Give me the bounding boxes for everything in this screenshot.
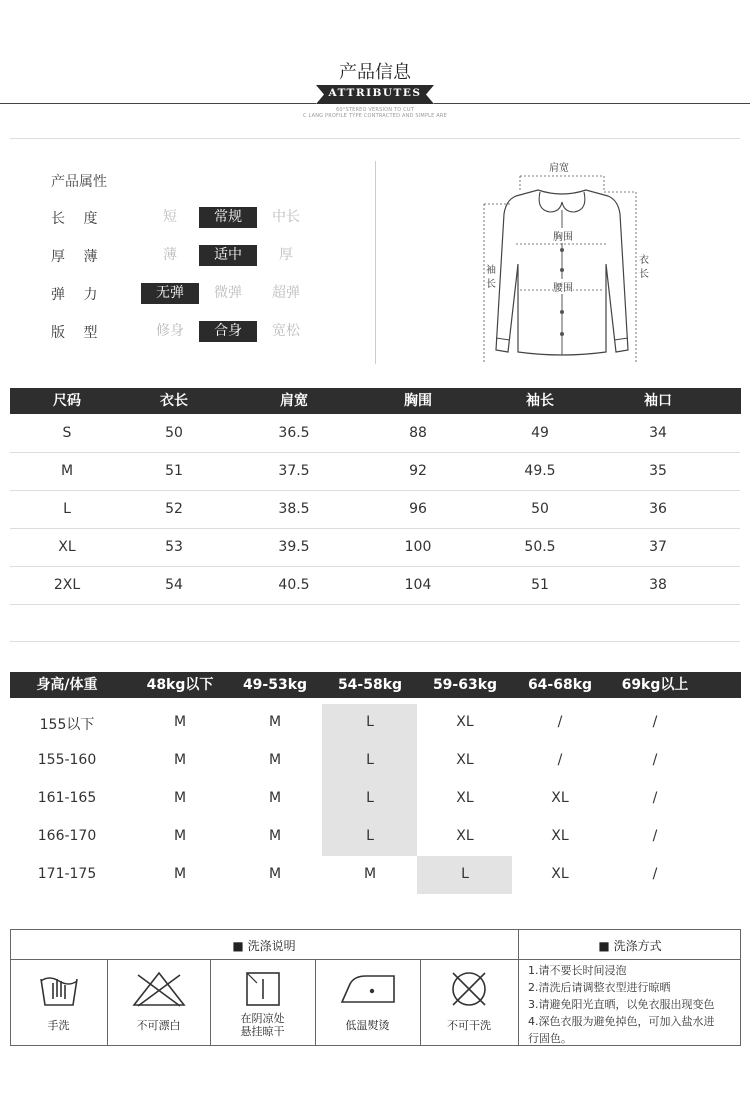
fit-table-cell: M: [173, 714, 187, 730]
section-divider: [10, 138, 740, 139]
fit-table-header-cell: 49-53kg: [242, 677, 308, 693]
fit-table-header-cell: 48kg以下: [146, 677, 214, 693]
size-table-cell: 53: [165, 539, 183, 555]
fit-table-header-cell: 54-58kg: [337, 677, 403, 693]
garment-diagram: [478, 152, 678, 371]
no-dry-clean-icon: [439, 967, 499, 1011]
size-table-header-cell: 肩宽: [280, 393, 308, 409]
fit-table-cell: M: [363, 866, 377, 882]
fit-table-cell: XL: [456, 790, 474, 806]
fit-table-cell: L: [461, 866, 469, 882]
size-table-cell: 38.5: [278, 501, 310, 517]
wash-header-divider: [10, 959, 741, 960]
size-table-cell: 52: [165, 501, 183, 517]
fit-table-cell: XL: [456, 714, 474, 730]
wash-tip-line: 2.清洗后请调整衣型进行晾晒: [528, 981, 671, 994]
wash-item-label: 低温熨烫: [345, 1019, 390, 1032]
size-table-cell: 2XL: [53, 577, 81, 593]
fit-table-cell: 171-175: [37, 866, 97, 882]
size-table-cell: 36: [649, 501, 667, 517]
size-table-cell: L: [63, 501, 71, 517]
size-table-header-cell: 袖口: [644, 393, 672, 409]
attribute-option: 短: [163, 209, 177, 225]
fit-table-header-cell: 64-68kg: [527, 677, 593, 693]
fit-table-cell: M: [173, 752, 187, 768]
fit-table-cell: M: [173, 866, 187, 882]
fit-table-cell: L: [366, 828, 374, 844]
attribute-option-selected: 适中: [199, 245, 257, 266]
wash-tip-line: 行固色。: [528, 1032, 572, 1045]
fit-table-cell: M: [268, 866, 282, 882]
attribute-option: 微弹: [214, 285, 242, 301]
fit-table-cell: /: [557, 714, 563, 730]
size-table-cell: 37.5: [278, 463, 310, 479]
waist-label: 腰围: [553, 279, 573, 294]
size-table-cell: 36.5: [278, 425, 310, 441]
fit-table-cell: L: [366, 752, 374, 768]
wash-item-label: 手洗: [47, 1019, 70, 1032]
attributes-title: 产品属性: [51, 174, 107, 190]
fit-table-cell: 161-165: [37, 790, 97, 806]
size-table-cell: 100: [404, 539, 432, 555]
size-table-cell: 50.5: [524, 539, 556, 555]
size-table-row-divider: [10, 566, 740, 567]
wash-item-divider: [420, 959, 421, 1046]
fit-table-header-cell: 69kg以上: [621, 677, 689, 693]
size-table-cell: 40.5: [278, 577, 310, 593]
fit-table-cell: XL: [456, 752, 474, 768]
fit-table-cell: /: [652, 866, 658, 882]
size-table-cell: 54: [165, 577, 183, 593]
size-table-row-divider: [10, 490, 740, 491]
attribute-label: 弹 力: [51, 287, 98, 303]
attribute-option: 修身: [156, 323, 184, 339]
attribute-label: 版 型: [51, 325, 98, 341]
fit-table-cell: /: [557, 752, 563, 768]
wash-tip-line: 1.请不要长时间浸泡: [528, 964, 627, 977]
fit-table-cell: XL: [551, 828, 569, 844]
size-table-cell: 104: [404, 577, 432, 593]
fit-table-cell: XL: [551, 866, 569, 882]
fit-table-cell: /: [652, 790, 658, 806]
fit-table-cell: L: [366, 714, 374, 730]
fit-table-cell: /: [652, 714, 658, 730]
attribute-option-selected: 常规: [199, 207, 257, 228]
attribute-option: 宽松: [272, 323, 300, 339]
wash-method-title: ■ 洗涤方式: [598, 939, 662, 953]
size-table-header-cell: 胸围: [404, 393, 432, 409]
fit-table-cell: M: [268, 752, 282, 768]
attributes-banner-text: ATTRIBUTES: [328, 87, 422, 99]
sleeve-label-2: 长: [486, 279, 496, 290]
low-iron-icon: [338, 967, 398, 1011]
size-table-cell: M: [60, 463, 74, 479]
hand-wash-icon: [29, 967, 89, 1011]
fit-table-cell: M: [173, 828, 187, 844]
size-table-header-cell: 尺码: [53, 393, 81, 409]
fit-table-cell: /: [652, 828, 658, 844]
fit-table-cell: XL: [456, 828, 474, 844]
vertical-divider: [375, 161, 376, 364]
attribute-option-selected: 合身: [199, 321, 257, 342]
attribute-option-selected: 无弹: [141, 283, 199, 304]
attribute-option: 中长: [272, 209, 300, 225]
wash-tip-line: 4.深色衣服为避免掉色，可加入盐水进: [528, 1015, 715, 1028]
shoulder-label: 肩宽: [549, 163, 569, 174]
size-table-cell: 88: [409, 425, 427, 441]
length-label-2: 长: [639, 269, 649, 280]
size-table-cell: S: [62, 425, 72, 441]
fit-table-cell: M: [268, 790, 282, 806]
fit-table-cell: M: [173, 790, 187, 806]
fit-table-cell: L: [366, 790, 374, 806]
size-table-cell: 38: [649, 577, 667, 593]
size-table-cell: 50: [531, 501, 549, 517]
size-table-header-cell: 袖长: [526, 393, 554, 409]
size-table-cell: XL: [58, 539, 76, 555]
attribute-label: 厚 薄: [51, 249, 98, 265]
size-table-header-cell: 衣长: [160, 393, 188, 409]
fit-table-cell: /: [652, 752, 658, 768]
wash-item-label: 在阴凉处 悬挂晾干: [240, 1012, 285, 1038]
section-divider-2: [10, 641, 740, 642]
fit-table-cell: XL: [551, 790, 569, 806]
attribute-option: 厚: [279, 247, 293, 263]
wash-item-divider: [315, 959, 316, 1046]
line-dry-shade-icon: [233, 967, 293, 1011]
size-table-cell: 92: [409, 463, 427, 479]
attribute-label: 长 度: [51, 211, 98, 227]
length-label-1: 衣: [639, 255, 649, 266]
size-table-cell: 96: [409, 501, 427, 517]
chest-label: 胸围: [553, 228, 573, 243]
size-table-row-divider: [10, 528, 740, 529]
fit-table-cell: 155以下: [39, 717, 95, 733]
size-table-row-divider: [10, 604, 740, 605]
header-subtext-1: 60°STEREO VERSION TO CUT: [336, 107, 414, 113]
wash-instructions-title: ■ 洗涤说明: [232, 939, 296, 953]
fit-table-cell: M: [268, 828, 282, 844]
sleeve-label-1: 袖: [486, 265, 496, 276]
size-table-cell: 50: [165, 425, 183, 441]
fit-table-cell: 166-170: [37, 828, 97, 844]
wash-item-label: 不可干洗: [447, 1019, 491, 1032]
page-title: 产品信息: [339, 62, 411, 83]
fit-table-cell: M: [268, 714, 282, 730]
fit-table-header-cell: 59-63kg: [432, 677, 498, 693]
attribute-option: 薄: [163, 247, 177, 263]
fit-table-header-cell: 身高/体重: [36, 677, 98, 693]
wash-item-divider: [107, 959, 108, 1046]
wash-item-label: 不可漂白: [136, 1019, 181, 1032]
size-table-cell: 49: [531, 425, 549, 441]
size-table-row-divider: [10, 452, 740, 453]
wash-tip-line: 3.请避免阳光直晒，以免衣服出现变色: [528, 998, 715, 1011]
fit-table-cell: 155-160: [37, 752, 97, 768]
size-table-cell: 51: [165, 463, 183, 479]
size-table-cell: 49.5: [524, 463, 556, 479]
size-table-cell: 35: [649, 463, 667, 479]
size-table-cell: 37: [649, 539, 667, 555]
wash-item-divider: [210, 959, 211, 1046]
size-table-cell: 39.5: [278, 539, 310, 555]
size-table-cell: 34: [649, 425, 667, 441]
header-subtext-2: C LANG PROFILE TYPE CONTRACTED AND SIMPLE ARE: [303, 113, 447, 119]
attribute-option: 超弹: [272, 285, 300, 301]
no-bleach-icon: [129, 967, 189, 1011]
size-table-cell: 51: [531, 577, 549, 593]
